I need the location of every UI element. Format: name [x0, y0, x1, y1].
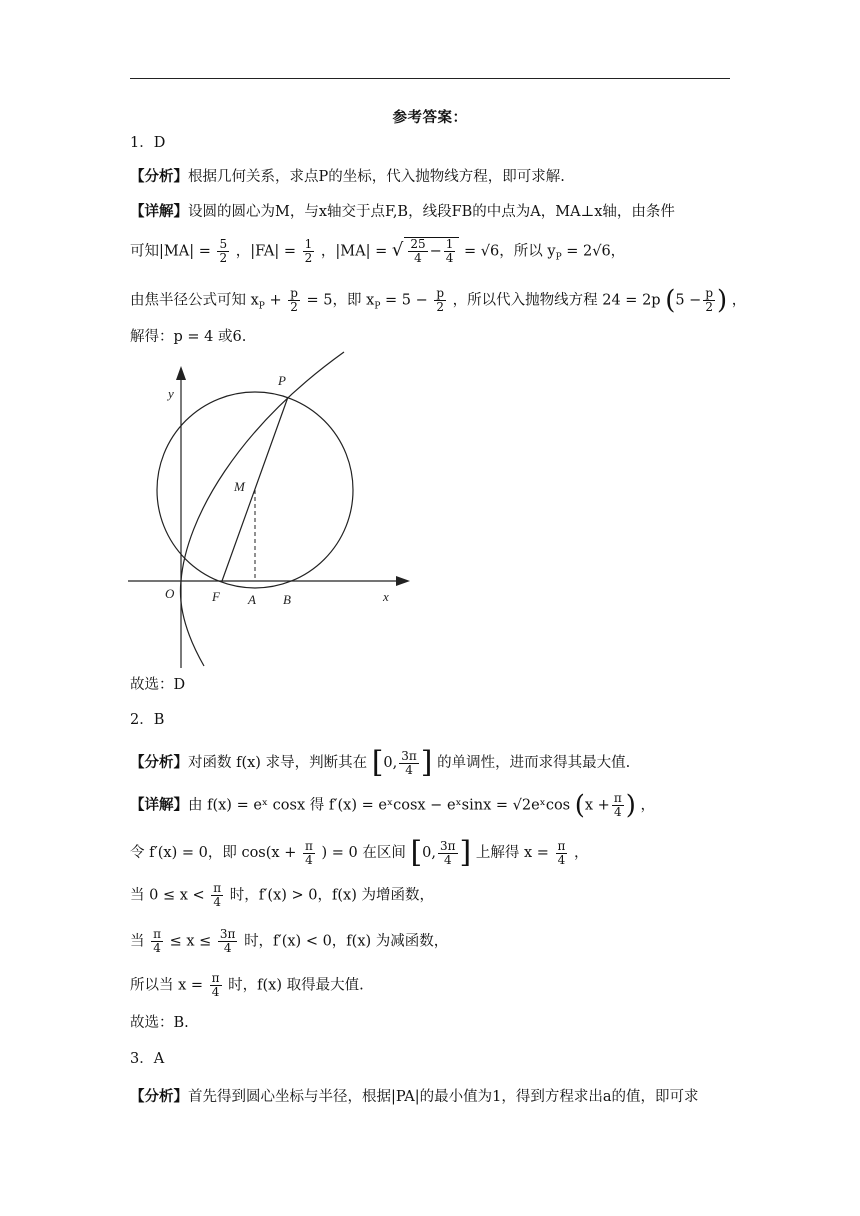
denominator: 4 — [405, 762, 413, 777]
label-b: B — [283, 592, 291, 607]
text-segment: 的单调性，进而求得其最大值. — [437, 755, 631, 771]
denominator: 4 — [153, 941, 161, 955]
text-segment: = √6，所以 y — [464, 243, 556, 260]
fraction — [218, 928, 238, 955]
parabola — [180, 352, 344, 666]
label-f: F — [212, 589, 220, 604]
q2-conclusion: 故选：B. — [130, 1015, 189, 1031]
fraction — [151, 928, 163, 955]
numerator: π — [613, 791, 622, 805]
label-o: O — [165, 586, 175, 601]
numerator: 5 — [219, 237, 228, 251]
denominator: 4 — [213, 895, 222, 909]
numerator: π — [557, 838, 566, 853]
label-p: P — [278, 373, 286, 388]
text-segment: 0, — [422, 845, 436, 861]
fraction — [434, 287, 446, 314]
detail-text: 设圆的圆心为M，与x轴交于点F,B，线段FB的中点为A，MA⊥x轴，由条件 — [188, 204, 675, 220]
numerator: p — [705, 286, 714, 300]
text-segment: = 5，即 x — [306, 292, 375, 309]
numerator: 1 — [304, 237, 313, 251]
text-segment: 时，f′(x) > 0，f(x) 为增函数， — [229, 887, 434, 904]
q1-detail-line1 — [130, 202, 675, 222]
sqrt-sign: √ — [391, 239, 404, 261]
numerator: π — [211, 971, 220, 985]
sqrt-radicand: $\frac{25}{4}$ − $\frac{1}{4}$ — [404, 237, 459, 265]
numerator: 3π — [401, 748, 417, 763]
denominator: 4 — [445, 251, 454, 265]
left-bracket: [ — [371, 745, 384, 780]
numerator: π — [304, 838, 313, 853]
denominator: 2 — [705, 300, 713, 314]
fraction — [303, 238, 315, 265]
text-segment: 5 − — [675, 292, 702, 309]
label-a: A — [248, 592, 256, 607]
right-bracket: ] — [459, 835, 472, 870]
q2-line4 — [130, 928, 448, 955]
right-paren: ) — [625, 790, 636, 821]
q2-analysis — [130, 745, 631, 780]
left-paren: ( — [574, 790, 585, 821]
text-segment: = 2√6， — [566, 243, 626, 260]
left-bracket: [ — [410, 835, 423, 870]
fraction — [288, 287, 300, 314]
text-segment: 当 0 ≤ x < — [130, 887, 205, 904]
right-paren: ) — [717, 285, 728, 316]
text-segment: ， — [640, 797, 655, 814]
q3-answer: 3．A — [130, 1051, 165, 1067]
text-segment: x + — [584, 797, 610, 814]
left-paren: ( — [665, 285, 676, 316]
text-segment: ，|FA| = — [235, 243, 297, 260]
numerator: π — [153, 927, 161, 941]
text-segment: 由焦半径公式可知 x — [130, 292, 259, 309]
analysis-tag: 【分析】 — [130, 754, 188, 771]
numerator: 1 — [445, 237, 454, 251]
header-rule — [130, 78, 730, 79]
denominator: 4 — [443, 852, 452, 867]
text-segment: ， — [731, 292, 747, 309]
denominator: 2 — [290, 300, 298, 314]
fraction — [556, 840, 568, 867]
denominator: 4 — [557, 852, 566, 867]
denominator: 4 — [414, 251, 422, 265]
analysis-tag: 【分析】 — [130, 1088, 188, 1105]
parabola-circle-figure — [128, 348, 418, 668]
y-axis-arrow — [176, 366, 186, 380]
fraction — [217, 238, 229, 265]
text-segment: = 5 − — [384, 292, 428, 309]
analysis-tag: 【分析】 — [130, 168, 188, 185]
text-segment: ，|MA| = — [320, 243, 388, 260]
q1-analysis — [130, 167, 565, 187]
q2-detail-line1 — [130, 792, 655, 819]
numerator: π — [213, 881, 222, 895]
numerator: 3π — [219, 927, 236, 941]
denominator: 4 — [613, 805, 622, 819]
denominator: 4 — [211, 985, 220, 999]
fraction — [444, 238, 456, 265]
text-segment: ) = 0 在区间 — [321, 845, 406, 861]
q1-detail-line2: 可知|MA| = $\frac{5}{2}$ ，|FA| = $\frac{1}{2}$ ，|MA| = √ $\frac{25}{4}$ − $\frac{1}{4}$ = √6，所以 $y_P = 2√6$， — [130, 237, 626, 265]
q1-detail-line3: 由焦半径公式可知 $x_P$ + $\frac{p}{2}$ = 5，即 $x_P = 5$ − $\frac{p}{2}$ ，所以代入抛物线方程 24 = 2p (5 − $\frac{p}{2}$ ) ， — [130, 285, 747, 316]
label-y: y — [168, 386, 174, 401]
analysis-text: 根据几何关系，求点P的坐标，代入抛物线方程，即可求解. — [188, 169, 565, 185]
denominator: 2 — [436, 300, 444, 314]
q2-line3 — [130, 882, 434, 909]
q2-line5 — [130, 972, 364, 999]
fraction — [408, 238, 427, 265]
fraction — [210, 972, 222, 999]
text-segment: ， — [574, 845, 589, 861]
text-segment: 时，f(x) 取得最大值. — [228, 977, 364, 994]
figure-svg — [128, 348, 418, 668]
fraction — [303, 840, 315, 867]
page-title: 参考答案： — [392, 109, 468, 126]
q1-detail-line4: 解得：p = 4 或6. — [130, 329, 247, 345]
text-segment: 可知|MA| = — [130, 243, 211, 260]
text-segment: 所以当 x = — [130, 977, 204, 994]
fraction — [399, 750, 419, 777]
text-segment: 对函数 f(x) 求导，判断其在 — [188, 755, 368, 771]
denominator: 4 — [223, 941, 232, 955]
text-segment: 上解得 x = — [475, 845, 549, 861]
label-x: x — [383, 589, 389, 604]
q1-conclusion: 故选：D — [130, 677, 186, 693]
text-segment: 由 f(x) = eˣ cosx 得 f′(x) = eˣcosx − eˣsinx = √2eˣcos — [188, 797, 571, 814]
fraction — [703, 287, 715, 314]
q3-analysis — [130, 1087, 699, 1107]
text-segment: 时，f′(x) < 0，f(x) 为减函数， — [244, 933, 449, 950]
text-segment: 令 f′(x) = 0，即 cos(x + — [130, 845, 297, 861]
numerator: p — [290, 286, 298, 300]
q1-answer: 1．D — [130, 135, 166, 151]
q2-answer: 2．B — [130, 712, 165, 728]
label-m: M — [234, 479, 245, 494]
text-segment: 当 — [130, 933, 145, 950]
numerator: 3π — [440, 838, 456, 853]
fraction — [211, 882, 223, 909]
numerator: p — [436, 286, 445, 300]
text-segment: ≤ x ≤ — [169, 933, 212, 950]
q2-line2 — [130, 835, 589, 870]
fraction — [438, 840, 458, 867]
fraction — [612, 792, 624, 819]
denominator: 2 — [219, 251, 228, 265]
detail-tag: 【详解】 — [130, 796, 188, 814]
text-segment: 0, — [383, 755, 398, 771]
right-bracket: ] — [420, 745, 433, 780]
analysis-text: 首先得到圆心坐标与半径，根据|PA|的最小值为1，得到方程求出a的值，即可求 — [188, 1089, 699, 1105]
x-axis-arrow — [396, 576, 410, 586]
denominator: 4 — [305, 852, 313, 867]
numerator: 25 — [410, 237, 426, 251]
detail-tag: 【详解】 — [130, 203, 188, 220]
denominator: 2 — [304, 251, 313, 265]
text-segment: ，所以代入抛物线方程 24 = 2p — [452, 292, 661, 309]
